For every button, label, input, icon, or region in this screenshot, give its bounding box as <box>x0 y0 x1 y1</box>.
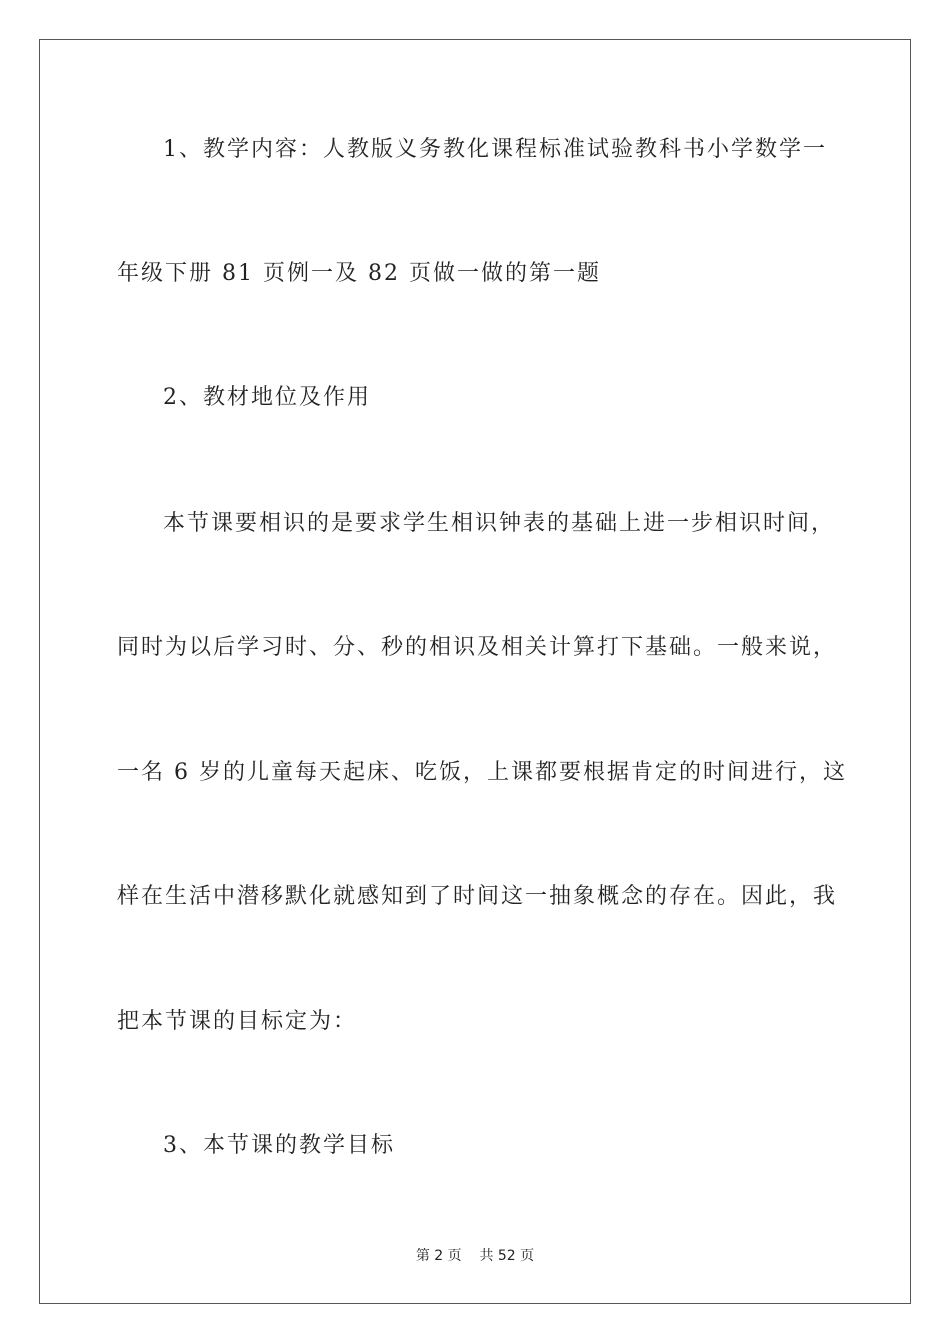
page-number: 第 2 页 <box>415 1248 462 1264</box>
page-footer <box>0 1246 950 1266</box>
text-line-7: 样在生活中潜移默化就感知到了时间这一抽象概念的存在。因此，我 <box>117 884 838 909</box>
page-total: 共 52 页 <box>479 1248 535 1264</box>
page-frame <box>39 39 911 1304</box>
text-line-9: 3、本节课的教学目标 <box>163 1133 395 1158</box>
text-line-4: 本节课要相识的是要求学生相识钟表的基础上进一步相识时间， <box>163 511 836 536</box>
text-line-6: 一名 6 岁的儿童每天起床、吃饭，上课都要根据肯定的时间进行，这 <box>117 760 847 785</box>
text-line-1: 1、教学内容：人教版义务教化课程标准试验教科书小学数学一 <box>163 137 827 162</box>
text-line-5: 同时为以后学习时、分、秒的相识及相关计算打下基础。一般来说， <box>117 635 838 660</box>
text-line-8: 把本节课的目标定为： <box>117 1009 358 1034</box>
text-line-2: 年级下册 81 页例一及 82 页做一做的第一题 <box>117 261 601 286</box>
text-line-3: 2、教材地位及作用 <box>163 385 371 410</box>
